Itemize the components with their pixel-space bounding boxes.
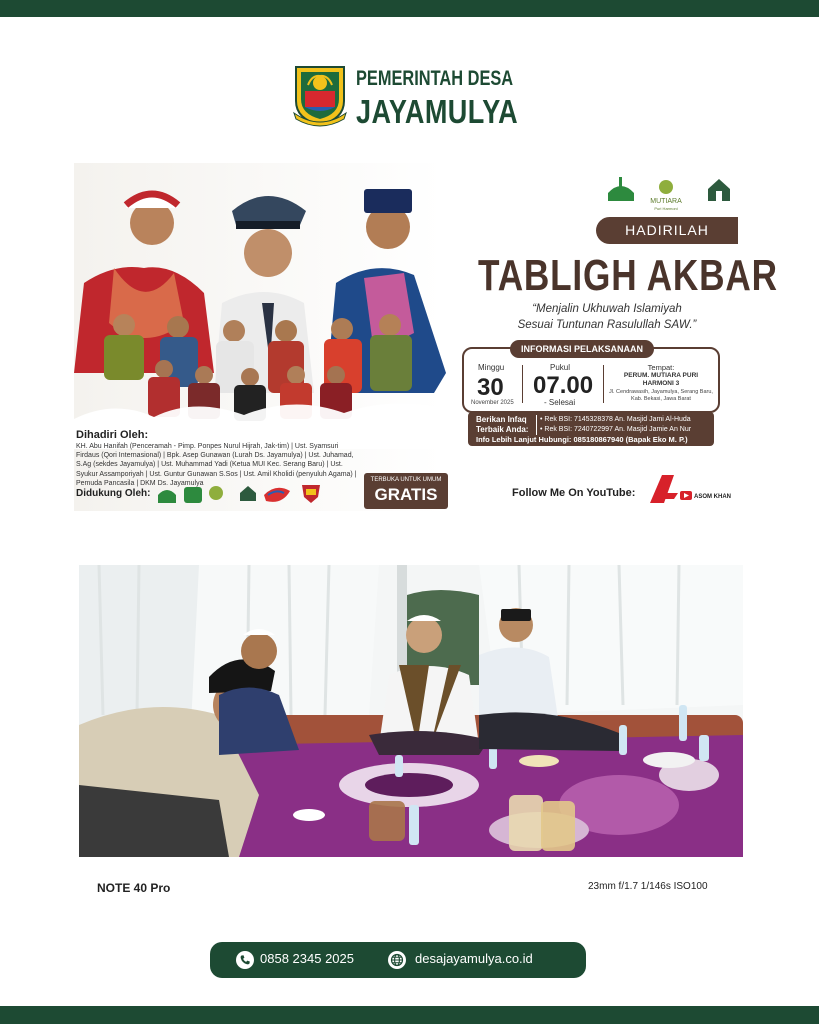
attendees-title: Dihadiri Oleh: [76, 429, 149, 441]
bank-account-2: • Rek BSI: 7240722997 An. Masjid Jamie An Nur [540, 426, 692, 433]
infaq-label-line2: Terbaik Anda: [476, 425, 529, 434]
header-title-line2: JAYAMULYA [356, 93, 519, 130]
event-date: 30 [477, 374, 504, 401]
free-label: GRATIS [374, 485, 438, 504]
event-photo [79, 565, 743, 857]
event-time-label: Pukul [550, 363, 571, 372]
camera-model-label: NOTE 40 Pro [97, 881, 171, 895]
header-title-line1: PEMERINTAH DESA [356, 67, 514, 90]
supporter-logos [156, 481, 326, 507]
info-title: INFORMASI PELAKSANAAN [510, 340, 654, 358]
mutiara-logo-text: MUTIARA [650, 198, 682, 205]
contact-info: Info Lebih Lanjut Hubungi: 085180867940 (Bapak Eko M. P.) [476, 435, 688, 444]
bank-account-1: • Rek BSI: 7145328378 An. Masjid Jami Al-Huda [540, 416, 691, 423]
hadirilah-banner: HADIRILAH [596, 217, 738, 244]
info-divider [522, 365, 523, 403]
attendees-list: KH. Abu Hanifah (Penceramah - Pimp. Ponpes Nurul Hijrah, Jak-tim) | Ust. Syamsuri Firdaus (Qori Internasional) | Bpk. Asep Gunawan (Lurah Ds. Jayamulya) | Ust. Juhamad, S.Ag (sekdes Jayamulya) | Ust. Muhammad Yadi (Ketua MUI Kec. Serang Baru) | Ust. Syukur Assamporiyah | Ust. Guntur Gunawan S.Sos | Ust. Amil Kholidi (penyuluh Agama) | Pemuda Pancasila | DKM Ds. Jayamulya [76, 443, 357, 487]
event-day: Minggu [478, 363, 505, 372]
event-place-label: Tempat: [647, 363, 675, 372]
infaq-label [476, 415, 528, 435]
youtube-follow-label: Follow Me On YouTube: [512, 487, 636, 499]
infaq-divider [536, 415, 537, 435]
event-end: - Selesai [544, 398, 576, 407]
event-address: Jl. Cendrawasih, Jayamulya, Serang Baru, Kab. Bekasi, Jawa Barat [609, 389, 713, 402]
poster-subtitle-line1: “Menjalin Ukhuwah Islamiyah [532, 303, 682, 315]
poster-subtitle-line2: Sesuai Tuntunan Rasulullah SAW.” [517, 319, 697, 331]
bottom-bar [0, 1006, 819, 1024]
organizer-logos [604, 173, 734, 213]
open-to-public-label: TERBUKA UNTUK UMUM [370, 477, 442, 483]
bank-accounts [540, 415, 691, 435]
event-venue: PERUM. MUTIARA PURI HARMONI 3 [623, 372, 699, 387]
event-time: 07.00 [533, 372, 594, 399]
infaq-label-line1: Berikan Infaq [476, 415, 527, 424]
mutiara-logo-sub: Puri Harmoni [654, 206, 678, 211]
regency-crest-icon [292, 63, 348, 127]
event-month: November 2025 [471, 400, 514, 406]
poster-title: TABLIGH AKBAR [478, 251, 778, 300]
phone-number[interactable]: 0858 2345 2025 [260, 951, 354, 966]
info-divider [603, 365, 604, 403]
poster-subtitle [484, 301, 730, 333]
header [292, 63, 532, 129]
globe-icon [388, 951, 406, 969]
supported-by-label: Didukung Oleh: [76, 488, 151, 499]
youtube-channel-name: ASOM KHAN [694, 494, 731, 500]
phone-icon [236, 951, 254, 969]
event-poster [74, 163, 778, 511]
website-link[interactable]: desajayamulya.co.id [415, 951, 533, 966]
camera-spec-label: 23mm f/1.7 1/146s ISO100 [588, 881, 708, 892]
youtube-channel-logo [644, 473, 731, 507]
top-bar [0, 0, 819, 17]
